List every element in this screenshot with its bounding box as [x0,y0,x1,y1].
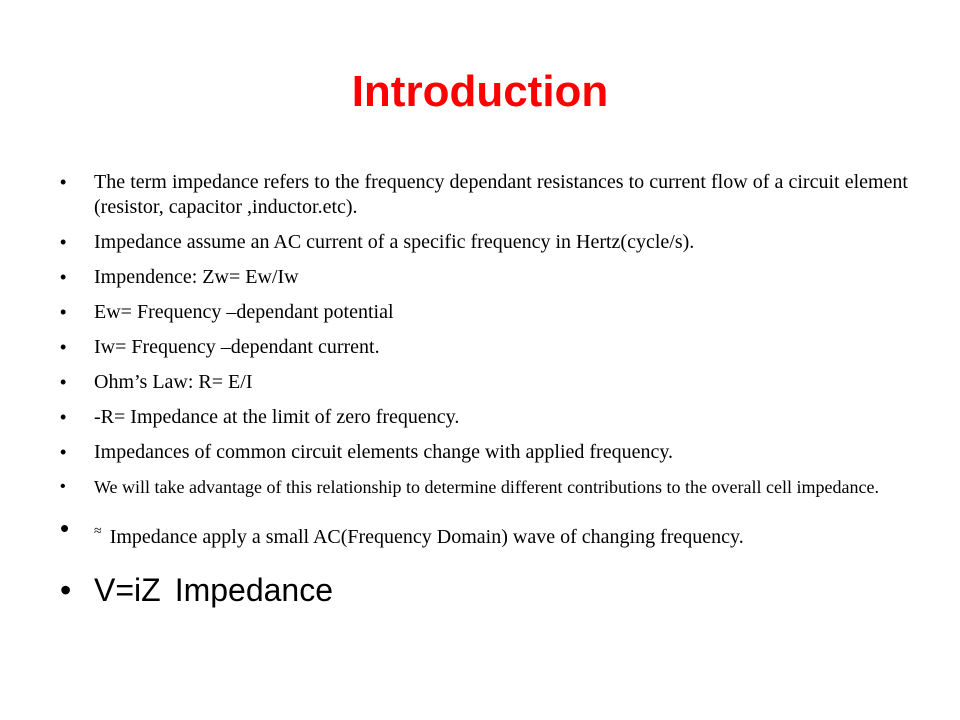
approx-symbol: ≈ [94,524,102,539]
bullet-text: -R= Impedance at the limit of zero frequency. [94,406,460,428]
list-item [60,335,908,360]
list-item [60,440,908,465]
bullet-text: Iw= Frequency –dependant current. [94,336,380,358]
list-item [60,370,908,395]
bullet-dot: • [60,478,66,495]
bullet-dot: • [60,172,67,192]
list-item [60,300,908,325]
bullet-dot: • [60,302,67,322]
bullet-text: Impedance assume an AC current of a specific frequency in Hertz(cycle/s). [94,231,695,253]
bullet-text: Impendence: Zw= Ew/Iw [94,266,299,288]
bullet-dot: • [60,372,67,392]
bullet-text: Ew= Frequency –dependant potential [94,301,394,323]
bullet-text: Impedance apply a small AC(Frequency Domain) wave of changing frequency. [109,526,744,548]
bullet-dot: • [60,267,67,287]
list-item [60,475,908,499]
bullet-dot: • [60,337,67,357]
bullet-dot: • [60,232,67,252]
slide-title: Introduction [351,67,609,116]
bullet-dot: • [60,442,67,462]
list-item [60,170,908,220]
bullet-text: Ohm’s Law: R= E/I [94,371,253,393]
formula-text: V=iZ [94,572,161,608]
impedance-label: Impedance [174,572,334,608]
bullet-dot: • [60,407,67,427]
bullet-list [60,170,908,610]
bullet-text: The term impedance refers to the frequency dependant resistances to current flow of a circuit element (resistor, capacitor ,inductor.etc). [94,171,908,218]
bullet-dot: • [60,513,70,543]
bullet-dot: • [60,572,72,608]
list-item [60,405,908,430]
list-item [60,513,908,552]
bullet-text: Impedances of common circuit elements change with applied frequency. [94,441,674,463]
list-item [60,265,908,290]
list-item [60,230,908,255]
bullet-text: We will take advantage of this relationship to determine different contributions to the overall cell impedance. [94,477,879,497]
list-item [60,570,908,610]
